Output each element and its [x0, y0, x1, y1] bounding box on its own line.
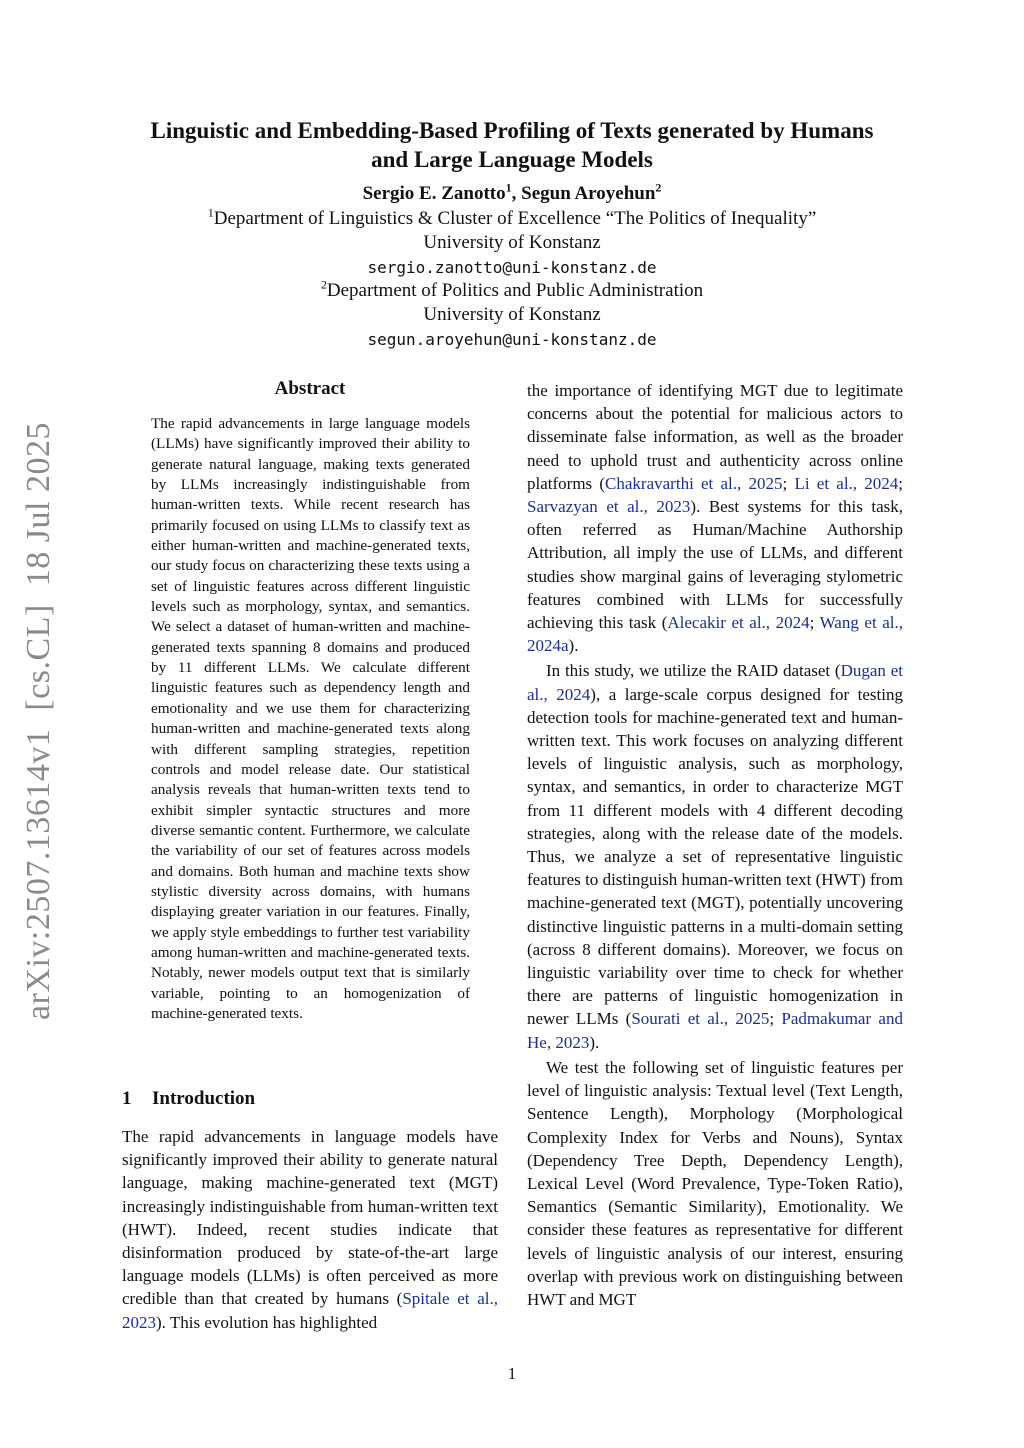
section-heading-introduction [122, 1088, 255, 1110]
intro-p2-text-c: ). [589, 1032, 600, 1052]
citation-wang-2024a[interactable]: Wang et al., 2024a [527, 613, 903, 656]
arxiv-category: [cs.CL] [20, 604, 57, 711]
citation-spitale-2023[interactable]: Spitale et al., 2023 [122, 1289, 498, 1332]
affiliation-1-mark: 1 [207, 205, 214, 220]
author-separator: , [511, 183, 522, 204]
citation-sarvazyan-2023[interactable]: Sarvazyan et al., 2023 [527, 497, 691, 517]
intro-p1-text-b-rest: the importance of identifying MGT due to legitimate concerns about the potential for malicious actors to disseminate false information, as well as the broader need to uphold trust and authenticity across online platforms ( [527, 381, 903, 493]
citation-padmakumar-2023[interactable]: Padmakumar and He, 2023 [527, 1009, 903, 1052]
intro-p1-text-a: The rapid advancements in language models have significantly improved their ability to generate natural language, making machine-generated text (MGT) increasingly indistinguishable from human-written text (HWT). Indeed, recent studies indicate that disinformation produced by state-of-the-art large language models (LLMs) is often perceived as more credible than that created by humans ( [122, 1127, 498, 1309]
page-number: 1 [507, 1364, 517, 1383]
citation-alecakir-2024[interactable]: Alecakir et al., 2024 [667, 613, 810, 633]
abstract-text: The rapid advancements in large language models (LLMs) have significantly improved their ability to generate natural language, making texts generated by LLMs increasingly indistinguishable from human-written texts. While recent research has primarily focused on using LLMs to classify text as either human-written and machine-generated texts, our study focus on characterizing these texts using a set of linguistic features across different linguistic levels such as morphology, syntax, and semantics. We select a dataset of human-written and machine-generated texts spanning 8 domains and produced by 11 different LLMs. We calculate different linguistic features such as dependency length and emotionality and we use them for characterizing human-written and machine-generated texts along with different sampling strategies, repetition controls and model release date. Our statistical analysis reveals that human-written texts tend to exhibit simpler syntactic structures and more diverse semantic content. Furthermore, we calculate the variability of our set of features across models and domains. Both human and machine texts show stylistic diversity across domains, with humans displaying greater variation in our features. Finally, we apply style embeddings to further test variability among human-written and machine-generated texts. Notably, newer models output text that is similarly variable, pointing to an homogenization of machine-generated texts. [151, 415, 470, 1022]
citation-separator: ; [809, 613, 820, 633]
citation-separator: ; [898, 473, 903, 493]
right-column [527, 379, 903, 1311]
arxiv-sidebar-stamp [20, 404, 58, 1020]
intro-p1-text-c: ). Best systems for this task, often referred as Human/Machine Authorship Attribution, all imply the use of LLMs, and different studies show marginal gains of leveraging stylometric features combined with LLMs for successfully achieving this task ( [527, 497, 903, 633]
intro-paragraph-3: We test the following set of linguistic features per level of linguistic analysis: Textual level (Text Length, Sentence Length), Morphology (Morphological Complexity Index for Verbs and Nouns), Syntax (Dependency Tree Depth, Dependency Length), Lexical Level (Word Prevalence, Type-Token Ratio), Semantics (Semantic Similarity), Emotionality. We consider these features as representative for different levels of linguistic analysis of our interest, ensuring overlap with previous work on distinguishing between HWT and MGT [527, 1057, 903, 1309]
intro-p2-text-b: ), a large-scale corpus designed for testing detection tools for machine-generated text and human-written text. This work focuses on analyzing different levels of linguistic analysis, such as morphology, syntax, and semantics, in order to characterize MGT from 11 different models with 4 different decoding strategies, along with the release date of the models. Thus, we analyze a set of representative linguistic features to distinguish human-written text (HWT) from machine-generated text (MGT), potentially uncovering distinctive linguistic patterns in a multi-domain setting (across 8 different domains). Moreover, we focus on linguistic variability over time to check for whether there are patterns of linguistic homogenization in newer LLMs ( [527, 684, 903, 1029]
affiliation-2 [100, 279, 924, 303]
citation-separator: ; [769, 1009, 782, 1029]
citation-dugan-2024[interactable]: Dugan et al., 2024 [527, 661, 904, 704]
arxiv-id[interactable]: arXiv:2507.13614v1 [20, 728, 57, 1020]
intro-p1-text-b-start: ). This evolution has highlighted [156, 1312, 378, 1332]
affiliation-2-mark: 2 [320, 277, 327, 292]
affiliation-2-dept: Department of Politics and Public Administration [326, 280, 704, 301]
intro-paragraph-2 [527, 659, 903, 1053]
affiliation-2-university: University of Konstanz [423, 304, 601, 325]
affiliation-1-university: University of Konstanz [423, 232, 601, 253]
citation-sourati-2025[interactable]: Sourati et al., 2025 [631, 1009, 770, 1029]
affiliation-1 [100, 207, 924, 231]
title-line-2: and Large Language Models [371, 147, 653, 172]
email-2[interactable]: segun.aroyehun@uni-konstanz.de [367, 330, 657, 349]
author-list [100, 182, 924, 206]
title-line-1: Linguistic and Embedding-Based Profiling of Texts generated by Humans [150, 118, 874, 143]
intro-p1-text-d: ). [568, 636, 579, 656]
citation-chakravarthi-2025[interactable]: Chakravarthi et al., 2025 [605, 473, 783, 493]
author-2-affil-mark: 2 [655, 180, 662, 195]
arxiv-date: 18 Jul 2025 [20, 422, 57, 587]
section-title: Introduction [152, 1088, 256, 1109]
citation-separator: ; [782, 473, 795, 493]
abstract-heading: Abstract [274, 378, 346, 399]
author-1-affil-mark: 1 [505, 180, 512, 195]
citation-li-2024[interactable]: Li et al., 2024 [794, 473, 899, 493]
paper-title [100, 116, 924, 174]
intro-paragraph-1-left [122, 1125, 498, 1334]
section-number: 1 [122, 1088, 132, 1109]
intro-paragraph-1-cont [527, 379, 903, 657]
affiliation-1-dept: Department of Linguistics & Cluster of Excellence “The Politics of Inequality” [213, 208, 817, 229]
author-1: Sergio E. Zanotto [362, 183, 506, 204]
author-2: Segun Aroyehun [521, 183, 656, 204]
intro-p2-text-a: In this study, we utilize the RAID dataset ( [546, 661, 841, 681]
email-1[interactable]: sergio.zanotto@uni-konstanz.de [367, 258, 657, 277]
